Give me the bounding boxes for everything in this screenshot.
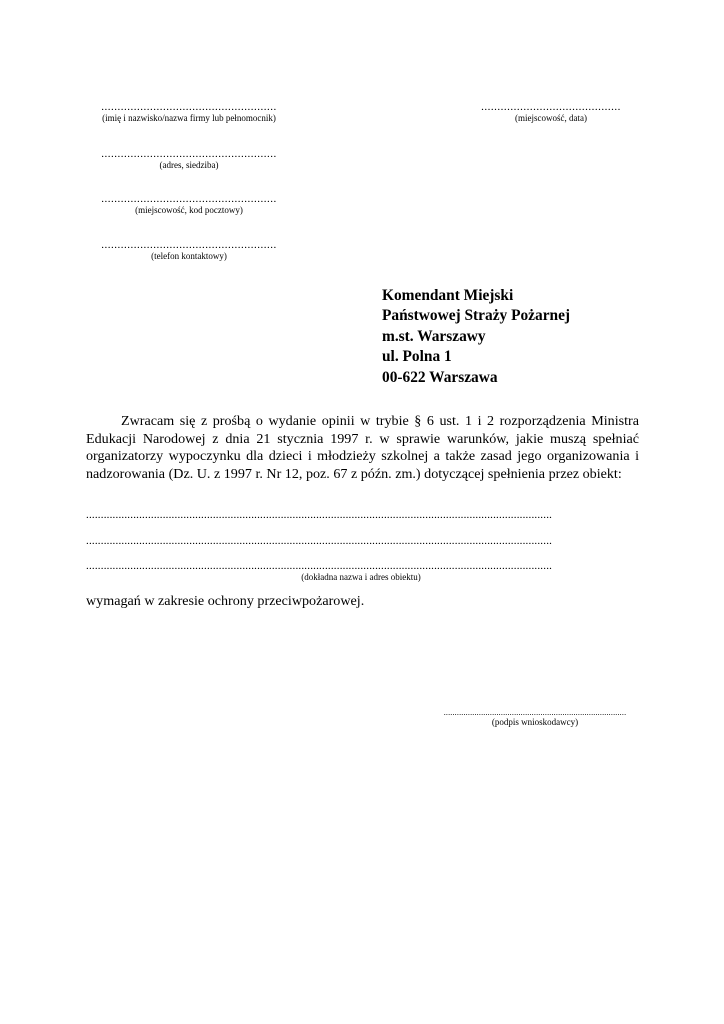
- recipient-line-2: Państwowej Straży Pożarnej: [382, 307, 571, 325]
- request-paragraph: Zwracam się z prośbą o wydanie opinii w trybie § 6 ust. 1 i 2 rozporządzenia Ministra Edukacji Narodowej z dnia 21 stycznia 1997 r. w sprawie warunków, jakie muszą spełniać organizatorzy wypoczynku dla dzieci i młodzieży szkolnej a także zasad jego organizowania i nadzorowania (Dz. U. z 1997 r. Nr 12, poz. 67 z późn. zm.) dotyczącej spełnienia przez obiekt:: [86, 413, 639, 482]
- sender-address-dots: ......................................................: [101, 148, 277, 160]
- sender-name-caption: (imię i nazwisko/nazwa firmy lub pełnomocnik): [102, 113, 276, 123]
- sender-phone-field: [86, 239, 292, 262]
- object-name-line-2: ..............................................................................................................................................................: [86, 535, 553, 547]
- sender-name-field: [86, 101, 292, 124]
- recipient-line-1: Komendant Miejski: [382, 287, 514, 304]
- signature-dots: ...................................................................................: [443, 708, 627, 717]
- signature-field: [432, 708, 638, 728]
- recipient-line-5: 00-622 Warszawa: [382, 368, 498, 386]
- recipient-line-3: m.st. Warszawy: [382, 327, 486, 345]
- recipient-line-4: ul. Polna 1: [382, 348, 452, 366]
- sender-city-caption: (miejscowość, kod pocztowy): [135, 205, 243, 215]
- object-name-line-1: ..............................................................................................................................................................: [86, 509, 553, 521]
- place-date-caption: (miejscowość, data): [515, 113, 587, 123]
- sender-address-field: [86, 148, 292, 171]
- sender-phone-dots: ......................................................: [101, 239, 277, 251]
- sender-city-field: [86, 193, 292, 216]
- sender-name-dots: ......................................................: [101, 101, 277, 113]
- object-name-line-3: ..............................................................................................................................................................: [86, 560, 553, 572]
- place-date-dots: ...........................................: [481, 101, 621, 113]
- object-caption: (dokładna nazwa i adres obiektu): [301, 572, 421, 582]
- place-date-field: [466, 101, 636, 124]
- signature-caption: (podpis wnioskodawcy): [491, 717, 579, 727]
- sender-phone-caption: (telefon kontaktowy): [151, 251, 227, 261]
- sender-city-dots: ......................................................: [101, 193, 277, 205]
- recipient-address-block: [382, 286, 570, 388]
- sender-address-caption: (adres, siedziba): [159, 160, 219, 170]
- closing-text: wymagań w zakresie ochrony przeciwpożarowej.: [86, 593, 365, 609]
